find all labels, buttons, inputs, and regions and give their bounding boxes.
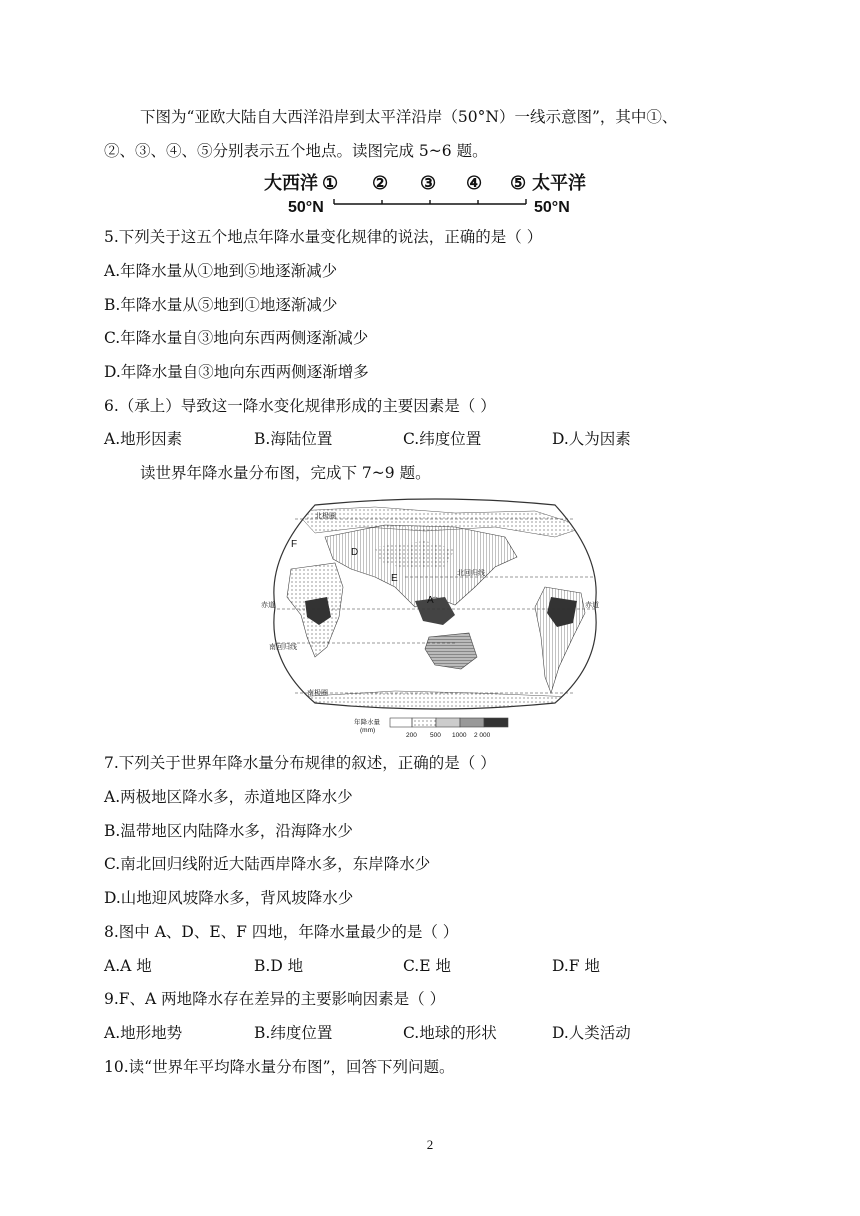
question-8-option-b: B.D 地 (254, 957, 304, 975)
label-tropic-of-cancer: 北回归线 (457, 570, 485, 577)
profile-point-3: ③ (420, 173, 437, 193)
label-point-f: F (291, 539, 298, 550)
map-intro: 读世界年降水量分布图，完成下 7~9 题。 (140, 464, 431, 482)
legend-swatch-1 (412, 718, 436, 727)
page-number: 2 (426, 1137, 434, 1152)
label-equator-right: 赤道 (585, 602, 599, 609)
profile-left-ocean: 大西洋 (264, 173, 318, 193)
legend-swatch-4 (484, 718, 508, 727)
question-8-option-a: A.A 地 (104, 957, 152, 975)
legend-title-line1: 年降水量 (354, 719, 380, 726)
question-8-stem: 8.图中 A、D、E、F 四地，年降水量最少的是（ ） (104, 923, 459, 941)
intro-paragraph-line1: 下图为“亚欧大陆自大西洋沿岸到太平洋沿岸（50°N）一线示意图”，其中①、 (140, 108, 678, 126)
question-8-option-c: C.E 地 (403, 957, 451, 975)
question-8-option-d: D.F 地 (552, 957, 600, 975)
question-5-option-b: B.年降水量从⑤地到①地逐渐减少 (104, 296, 338, 314)
legend-tick-2000: 2 000 (474, 732, 491, 739)
question-6-option-d: D.人为因素 (552, 430, 631, 448)
question-7-option-d: D.山地迎风坡降水多，背风坡降水少 (104, 889, 354, 907)
profile-baseline (334, 199, 526, 204)
question-7-option-b: B.温带地区内陆降水多，沿海降水少 (104, 822, 353, 840)
profile-point-2: ② (372, 173, 389, 193)
question-5-option-d: D.年降水量自③地向东西两侧逐渐增多 (104, 363, 369, 381)
intro-paragraph-line2: ②、③、④、⑤分别表示五个地点。读图完成 5~6 题。 (104, 142, 488, 160)
eurasia-50n-profile-figure (260, 168, 600, 218)
profile-point-4: ④ (466, 173, 483, 193)
question-5-option-a: A.年降水量从①地到⑤地逐渐减少 (104, 262, 338, 280)
legend-swatch-3 (460, 718, 484, 727)
profile-right-ocean: 太平洋 (532, 173, 586, 193)
label-point-a: A (427, 595, 434, 606)
question-5-stem: 5.下列关于这五个地点年降水量变化规律的说法，正确的是（ ） (104, 228, 543, 246)
profile-left-lat: 50°N (288, 199, 324, 216)
label-point-d: D (351, 547, 359, 558)
legend-tick-500: 500 (430, 732, 441, 739)
question-9-option-a: A.地形地势 (104, 1024, 183, 1042)
profile-right-lat: 50°N (534, 199, 570, 216)
question-9-option-b: B.纬度位置 (254, 1024, 333, 1042)
question-7-option-a: A.两极地区降水多，赤道地区降水少 (104, 788, 353, 806)
label-arctic-circle: 北极圈 (315, 513, 336, 520)
map-legend (354, 716, 524, 740)
question-5-option-c: C.年降水量自③地向东西两侧逐渐减少 (104, 329, 369, 347)
question-6-option-a: A.地形因素 (104, 430, 183, 448)
world-precipitation-map (255, 497, 615, 737)
question-10-stem: 10.读“世界年平均降水量分布图”，回答下列问题。 (104, 1058, 455, 1076)
legend-tick-200: 200 (406, 732, 417, 739)
label-equator-left: 赤道 (261, 602, 275, 609)
label-tropic-of-capricorn: 南回归线 (269, 644, 297, 651)
question-9-option-c: C.地球的形状 (403, 1024, 497, 1042)
label-point-e: E (391, 573, 398, 584)
question-6-option-b: B.海陆位置 (254, 430, 333, 448)
question-6-option-c: C.纬度位置 (403, 430, 482, 448)
legend-swatch-0 (390, 718, 412, 727)
question-6-stem: 6.（承上）导致这一降水变化规律形成的主要因素是（ ） (104, 397, 496, 415)
profile-point-5: ⑤ (510, 173, 527, 193)
legend-tick-1000: 1000 (452, 732, 467, 739)
question-9-stem: 9.F、A 两地降水存在差异的主要影响因素是（ ） (104, 990, 446, 1008)
profile-point-1: ① (322, 173, 339, 193)
legend-swatch-2 (436, 718, 460, 727)
question-7-option-c: C.南北回归线附近大陆西岸降水多，东岸降水少 (104, 855, 431, 873)
label-antarctic-circle: 南极圈 (307, 690, 328, 697)
question-9-option-d: D.人类活动 (552, 1024, 631, 1042)
legend-title-line2: (mm) (360, 727, 376, 734)
question-7-stem: 7.下列关于世界年降水量分布规律的叙述，正确的是（ ） (104, 754, 496, 772)
